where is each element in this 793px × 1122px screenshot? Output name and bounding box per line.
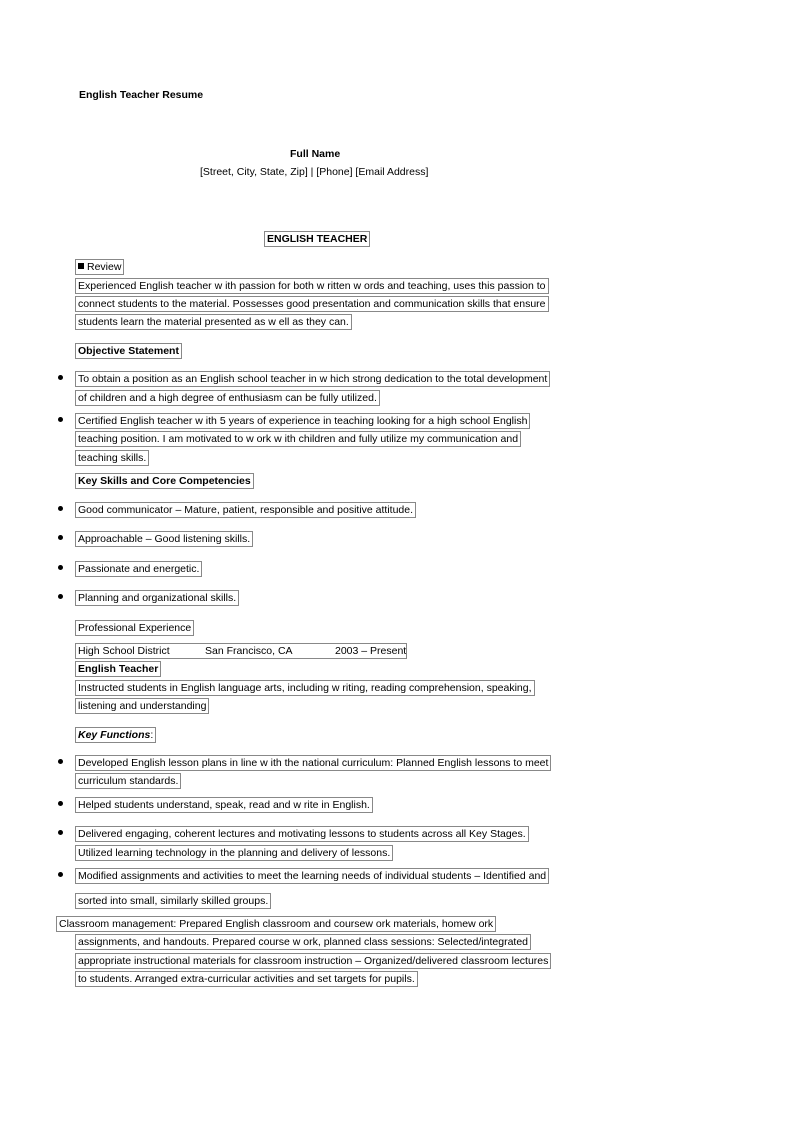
skill-item: Approachable – Good listening skills. [75,531,253,547]
review-line: Experienced English teacher w ith passion for both w ritten w ords and teaching, uses this passion to [75,278,549,294]
functions-heading-text: Key Functions [78,729,151,741]
classroom-line: appropriate instructional materials for classroom instruction – Organized/delivered classroom lectures [75,953,551,969]
document-title: English Teacher Resume [79,89,204,101]
bullet-icon [58,759,63,764]
objective-line: of children and a high degree of enthusiasm can be fully utilized. [75,390,380,406]
objective-heading: Objective Statement [75,343,182,359]
bullet-icon [58,594,63,599]
skill-item: Good communicator – Mature, patient, responsible and positive attitude. [75,502,416,518]
function-line: Developed English lesson plans in line w ith the national curriculum: Planned English lessons to meet [75,755,551,771]
bullet-icon [58,565,63,570]
classroom-line: to students. Arranged extra-curricular activities and set targets for pupils. [75,971,418,987]
location: San Francisco, CA [205,645,293,657]
full-name: Full Name [290,148,341,160]
experience-summary-line: listening and understanding [75,698,209,714]
objective-line: teaching skills. [75,450,149,466]
bullet-icon [58,535,63,540]
function-line: Delivered engaging, coherent lectures and motivating lessons to students across all Key Stages. [75,826,529,842]
employer: High School District [78,645,170,657]
review-heading [75,259,124,275]
employer-line [75,643,407,659]
bullet-icon [58,417,63,422]
review-heading-text: Review [87,261,122,273]
experience-summary-line: Instructed students in English language arts, including w riting, reading comprehension, speaking, [75,680,535,696]
experience-heading: Professional Experience [75,620,194,636]
dates: 2003 – Present [335,645,407,657]
bullet-icon [58,506,63,511]
functions-heading-colon: : [150,729,154,741]
review-line: students learn the material presented as w ell as they can. [75,314,352,330]
function-line: Utilized learning technology in the planning and delivery of lessons. [75,845,393,861]
role-title: English Teacher [75,661,161,677]
square-bullet-icon [78,263,84,269]
function-line: sorted into small, similarly skilled groups. [75,893,271,909]
classroom-line: assignments, and handouts. Prepared course w ork, planned class sessions: Selected/integrated [75,934,531,950]
skill-item: Passionate and energetic. [75,561,202,577]
function-line: Modified assignments and activities to meet the learning needs of individual students – Identified and [75,868,549,884]
review-line: connect students to the material. Possesses good presentation and communication skills that ensure [75,296,549,312]
bullet-icon [58,801,63,806]
objective-line: teaching position. I am motivated to w ork w ith children and fully utilize my communication and [75,431,521,447]
classroom-line: Classroom management: Prepared English classroom and coursew ork materials, homew ork [56,916,496,932]
contact-line: [Street, City, State, Zip] | [Phone] [Email Address] [200,166,429,178]
objective-line: To obtain a position as an English school teacher in w hich strong dedication to the total development [75,371,550,387]
function-line: Helped students understand, speak, read and w rite in English. [75,797,373,813]
position-title: ENGLISH TEACHER [264,231,370,247]
bullet-icon [58,375,63,380]
skills-heading: Key Skills and Core Competencies [75,473,254,489]
objective-line: Certified English teacher w ith 5 years of experience in teaching looking for a high school English [75,413,530,429]
skill-item: Planning and organizational skills. [75,590,239,606]
bullet-icon [58,872,63,877]
functions-heading [75,727,156,743]
bullet-icon [58,830,63,835]
function-line: curriculum standards. [75,773,181,789]
